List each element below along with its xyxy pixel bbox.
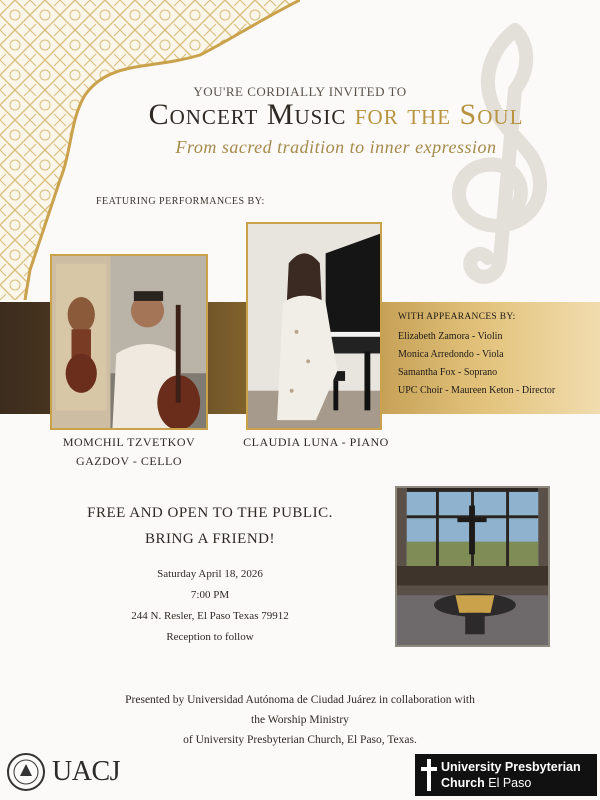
upc-city: El Paso — [488, 776, 532, 790]
event-time: 7:00 PM — [190, 589, 230, 601]
event-address: 244 N. Resler, El Paso Texas 79912 — [131, 610, 289, 622]
performer-name-line2: GAZDOV - CELLO — [75, 454, 183, 468]
performer-name-line1: CLAUDIA LUNA - PIANO — [243, 435, 389, 449]
title-gold: for the Soul — [354, 98, 524, 131]
list-item: Monica Arredondo - Viola — [398, 349, 504, 360]
event-reception: Reception to follow — [166, 631, 254, 643]
chapel-photo — [395, 486, 550, 647]
presented-line-2: the Worship Ministry — [251, 714, 349, 726]
cellist-photo — [50, 254, 208, 430]
appearances-heading: WITH APPEARANCES BY: — [398, 312, 516, 322]
public-notice — [40, 500, 380, 552]
presented-line-1: Presented by Universidad Autónoma de Ciudad Juárez in collaboration with — [125, 694, 475, 706]
concert-title — [0, 98, 600, 132]
invite-line: YOU'RE CORDIALLY INVITED TO — [193, 84, 407, 99]
presented-by — [0, 690, 600, 750]
event-date: Saturday April 18, 2026 — [157, 568, 263, 580]
cross-icon — [421, 759, 437, 791]
title-main: Concert Music — [148, 98, 347, 131]
performer-caption-cello — [50, 433, 208, 471]
upc-church: Church — [441, 776, 485, 790]
appearances-list — [398, 312, 600, 400]
featuring-heading: FEATURING PERFORMANCES BY: — [96, 196, 265, 207]
concert-subtitle: From sacred tradition to inner expression — [175, 137, 497, 157]
upc-logo — [415, 754, 597, 796]
presented-line-3: of University Presbyterian Church, El Paso, Texas. — [183, 734, 417, 746]
event-details — [40, 564, 380, 648]
public-line-2: BRING A FRIEND! — [144, 531, 275, 547]
uacj-seal-icon — [6, 752, 46, 792]
upc-name-line2 — [441, 776, 531, 790]
public-line-1: FREE AND OPEN TO THE PUBLIC. — [87, 505, 333, 521]
list-item: UPC Choir - Maureen Keton - Director — [398, 385, 556, 396]
uacj-logo — [6, 750, 120, 794]
uacj-wordmark: UACJ — [52, 756, 121, 787]
upc-name-line1: University Presbyterian — [441, 760, 581, 774]
list-item: Elizabeth Zamora - Violin — [398, 331, 503, 342]
pianist-photo — [246, 222, 382, 430]
list-item: Samantha Fox - Soprano — [398, 367, 498, 378]
performer-name-line1: MOMCHIL TZVETKOV — [62, 435, 196, 449]
performer-caption-piano — [236, 433, 396, 452]
